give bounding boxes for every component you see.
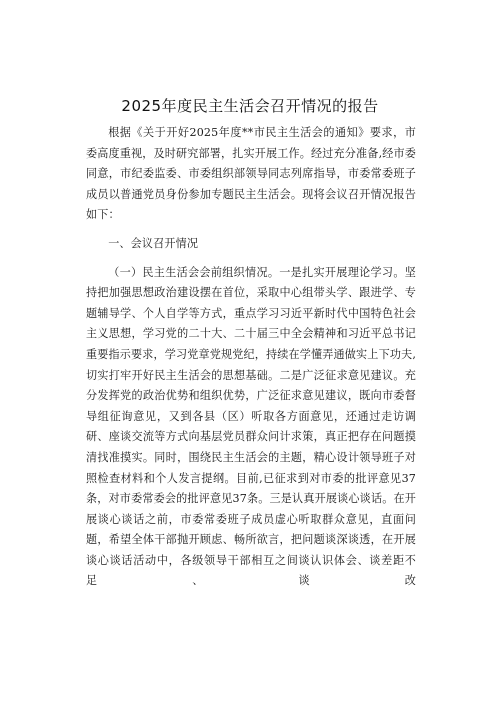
document-body — [86, 123, 416, 592]
paragraph-spacer — [86, 255, 416, 263]
paragraph-spacer — [86, 226, 416, 234]
paragraph-intro: 根据《关于开好2025年度**市民主生活会的通知》要求，市委高度重视，及时研究部署，扎实开展工作。经过充分准备,经市委同意，市纪委监委、市委组织部领导同志列席指导，市委常委班子成员以普通党员身份参加专题民主生活会。现将会议召开情况报告如下： — [86, 126, 416, 222]
document-title: 2025年度民主生活会召开情况的报告 — [121, 97, 379, 115]
paragraph-section-1: （一）民主生活会会前组织情况。一是扎实开展理论学习。坚持把加强思想政治建设摆在首位，采取中心组带头学、跟进学、专题辅导学、个人自学等方式，重点学习习近平新时代中国特色社会主义思想，学习党的二十大、二十届三中全会精神和习近平总书记重要指示要求，学习党章党规党纪，持续在学懂弄通做实上下功夫,切实打牢开好民主生活会的思想基础。二是广泛征求意见建议。充分发挥党的政治优势和组织优势，广泛征求意见建议，既向市委督导组征询意见，又到各县（区）听取各方面意见，还通过走访调研、座谈交流等方式向基层党员群众问计求策，真正把存在问题摸清找准摸实。同时，围绕民主生活会的主题，精心设计领导班子对照检查材料和个人发言提纲。目前,已征求到对市委的批评意见37条，对市委常委会的批评意见37条。三是认真开展谈心谈话。在开展谈心谈话之前，市委常委班子成员虚心听取群众意见，直面问题，希望全体干部抛开顾虑、畅所欲言，把问题谈深谈透，在开展谈心谈话活动中，各级领导干部相互之间谈认识体会、谈差距不足、谈改 — [86, 265, 416, 588]
section-heading: 一、会议召开情况 — [108, 236, 199, 250]
